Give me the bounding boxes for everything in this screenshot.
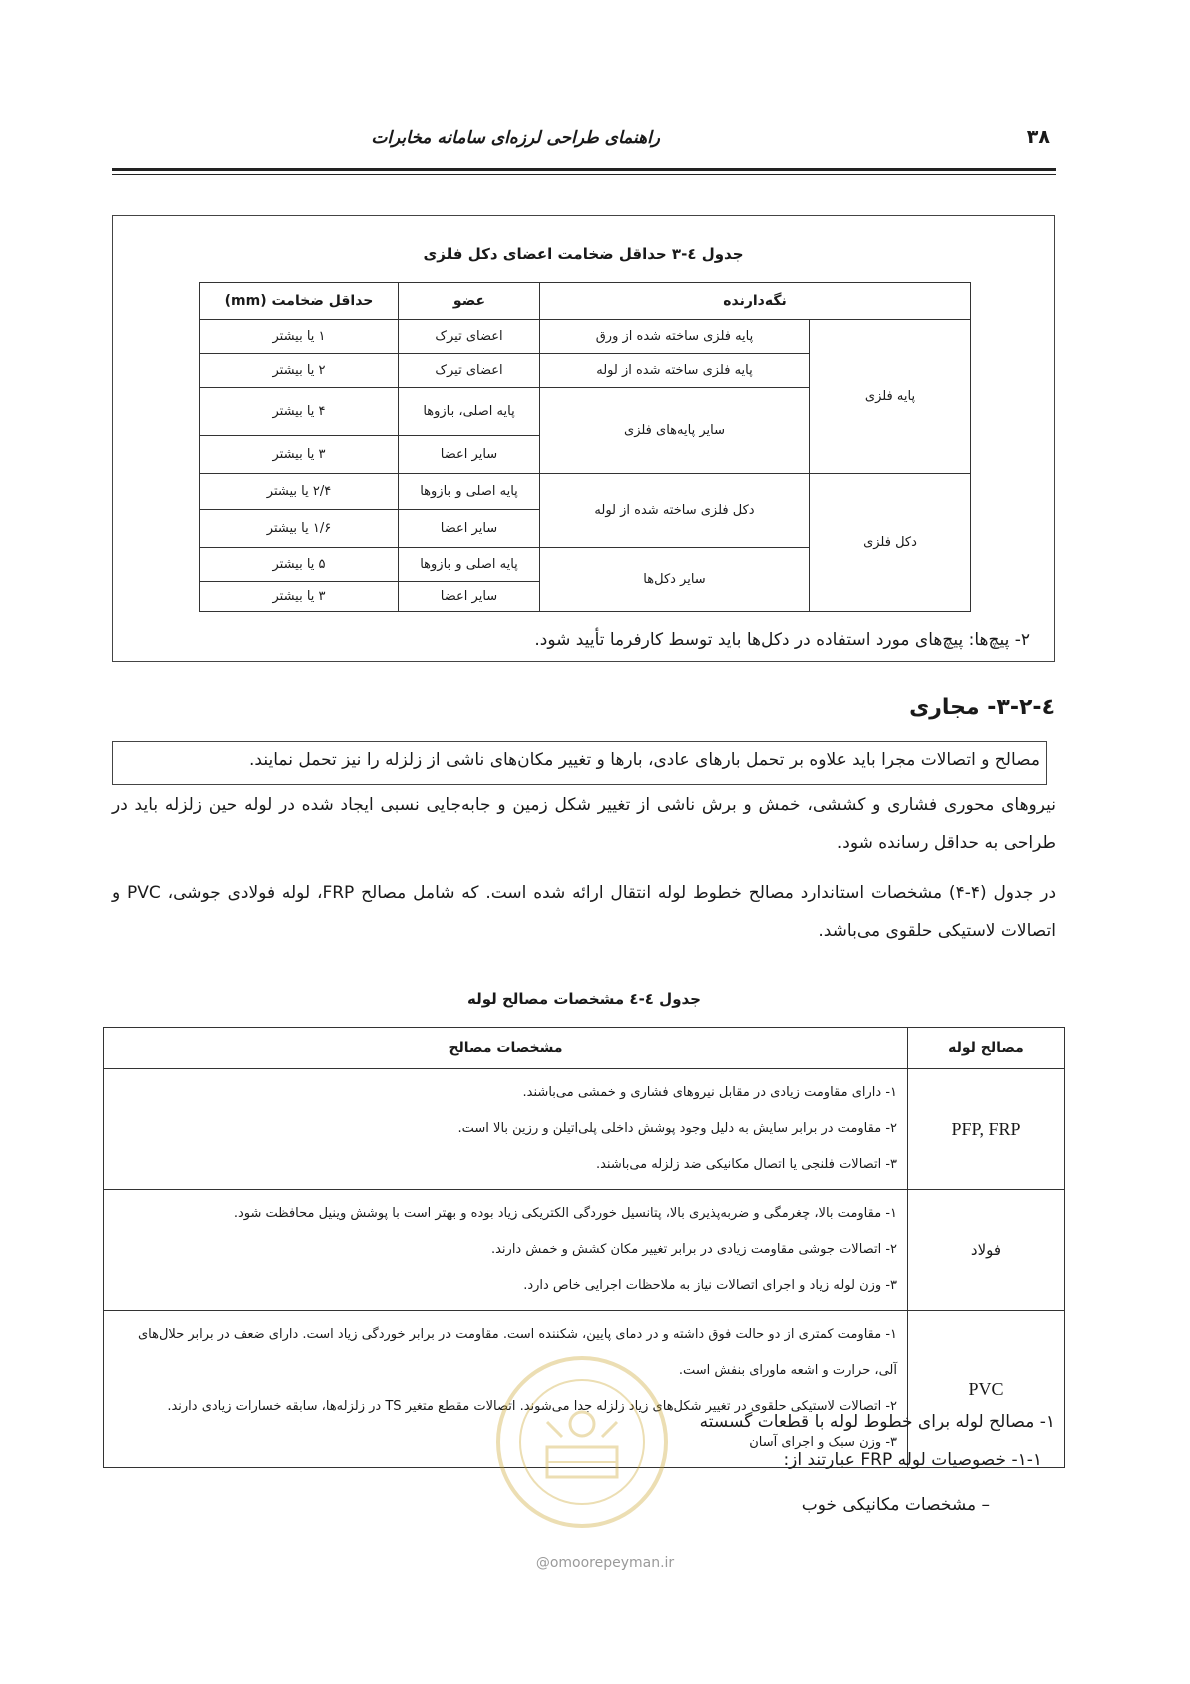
specs-frp: [104, 1069, 908, 1190]
cell-value: ۱ یا بیشتر: [200, 320, 399, 354]
paragraph-forces: نیروهای محوری فشاری و کششی، خمش و برش ناشی از تغییر شکل زمین و جابه‌جایی نسبی ایجاد شده در لوله حین زلزله باید در طراحی به حداقل رسانده شود.: [112, 795, 1056, 853]
paragraph-table-ref: در جدول (۴-۴) مشخصات استاندارد مصالح خطوط لوله انتقال ارائه شده است. که شامل مصالح FRP، لوله فولادی جوشی، PVC و اتصالات لاستیکی حلقوی می‌باشد.: [112, 883, 1057, 941]
watermark-url: @omoorepeyman.ir: [535, 1555, 675, 1571]
material-frp: PFP, FRP: [908, 1069, 1065, 1190]
spec-line: ۳- وزن لوله زیاد و اجرای اتصالات نیاز به ملاحظات اجرایی خاص دارد.: [523, 1278, 897, 1293]
running-title: راهنمای طراحی لرزه‌ای سامانه مخابرات: [371, 128, 660, 148]
header-rule-thin: [112, 174, 1056, 175]
cell-member: سایر اعضا: [399, 582, 540, 612]
section-heading: ٤-۳-۲- مجاری: [909, 695, 1055, 720]
cell-value: ۳ یا بیشتر: [200, 582, 399, 612]
group-metal-base: پایه فلزی: [810, 320, 971, 474]
min-thickness-table: [199, 282, 971, 612]
table-row: [200, 320, 971, 354]
cell-member: پایه اصلی و بازوها: [399, 474, 540, 510]
page-number: ۳۸: [1026, 126, 1050, 148]
subgroup-pipe: پایه فلزی ساخته شده از لوله: [540, 354, 810, 388]
header-holder: نگه‌دارنده: [540, 283, 971, 320]
spec-line: ۲- اتصالات جوشی مقاومت زیادی در برابر تغییر مکان کشش و خمش دارند.: [490, 1242, 897, 1257]
spec-line: ۱- دارای مقاومت زیادی در مقابل نیروهای فشاری و خمشی می‌باشند.: [522, 1085, 897, 1100]
spec-line: ۳- اتصالات فلنجی یا اتصال مکانیکی ضد زلزله می‌باشند.: [595, 1157, 897, 1172]
table-header-row: [104, 1028, 1065, 1069]
cell-value: ۵ یا بیشتر: [200, 548, 399, 582]
group-metal-tower: دکل فلزی: [810, 474, 971, 612]
spec-line: ۲- مقاومت در برابر سایش به دلیل وجود پوشش داخلی پلی‌اتیلن و رزین بالا است.: [457, 1121, 897, 1136]
subgroup-sheet: پایه فلزی ساخته شده از ورق: [540, 320, 810, 354]
cell-value: ۱/۶ یا بیشتر: [200, 510, 399, 548]
list-item: ۱- مصالح لوله برای خطوط لوله با قطعات گسسته: [699, 1412, 1055, 1432]
cell-value: ۲ یا بیشتر: [200, 354, 399, 388]
cell-member: پایه اصلی و بازوها: [399, 548, 540, 582]
material-steel: فولاد: [908, 1190, 1065, 1311]
list-item: – مشخصات مکانیکی خوب: [801, 1495, 990, 1515]
table-row: [104, 1190, 1065, 1311]
cell-value: ۴ یا بیشتر: [200, 388, 399, 436]
specs-steel: [104, 1190, 908, 1311]
cell-member: سایر اعضا: [399, 510, 540, 548]
boxed-requirement-text: مصالح و اتصالات مجرا باید علاوه بر تحمل بارهای عادی، بارها و تغییر مکان‌های ناشی از زلزله را نیز تحمل نمایند.: [249, 750, 1040, 770]
cell-member: اعضای تیرک: [399, 354, 540, 388]
cell-value: ۳ یا بیشتر: [200, 436, 399, 474]
header-specs: مشخصات مصالح: [104, 1028, 908, 1069]
cell-member: پایه اصلی، بازوها: [399, 388, 540, 436]
spec-line: ۱- مقاومت بالا، چغرمگی و ضربه‌پذیری بالا، پتانسیل خوردگی الکتریکی زیاد بوده و بهتر است با پوشش وینیل محافظت شود.: [233, 1206, 897, 1221]
subgroup-pipe-tower: دکل فلزی ساخته شده از لوله: [540, 474, 810, 548]
bolts-note: ۲- پیچ‌ها: پیچ‌های مورد استفاده در دکل‌ها باید توسط کارفرما تأیید شود.: [534, 630, 1030, 650]
table-header-row: [200, 283, 971, 320]
spec-line: ۱- مقاومت کمتری از دو حالت فوق داشته و در دمای پایین، شکننده است. مقاومت در برابر خوردگی زیاد است. دارای ضعف در برابر حلال‌های آلی، حرارت و اشعه ماورای بنفش است.: [138, 1327, 897, 1378]
cell-member: سایر اعضا: [399, 436, 540, 474]
table-row: [200, 474, 971, 510]
watermark-seal-icon: [492, 1352, 672, 1532]
cell-value: ۲/۴ یا بیشتر: [200, 474, 399, 510]
header-rule-thick: [112, 168, 1056, 171]
table2-caption: جدول ٤-٤ مشخصات مصالح لوله: [466, 990, 701, 1008]
list-item: ۱-۱- خصوصیات لوله FRP عبارتند از:: [783, 1450, 1042, 1470]
material-pvc: PVC: [908, 1311, 1065, 1468]
table-row: [104, 1069, 1065, 1190]
header-member: عضو: [399, 283, 540, 320]
spec-line: ۲- اتصالات لاستیکی حلقوی در تغییر شکل‌های زیاد زلزله جدا می‌شوند. اتصالات مقطع متغیر TS در زلزله‌ها، سابقه خسارات زیادی دارند.: [167, 1399, 897, 1414]
table1-caption: جدول ٤-٣ حداقل ضخامت اعضای دکل فلزی: [423, 245, 744, 263]
subgroup-other-bases: سایر پایه‌های فلزی: [540, 388, 810, 474]
subgroup-other-towers: سایر دکل‌ها: [540, 548, 810, 612]
spec-line: ۳- وزن سبک و اجرای آسان: [749, 1435, 897, 1450]
header-min-thickness: حداقل ضخامت (mm): [200, 283, 399, 320]
header-material: مصالح لوله: [908, 1028, 1065, 1069]
cell-member: اعضای تیرک: [399, 320, 540, 354]
